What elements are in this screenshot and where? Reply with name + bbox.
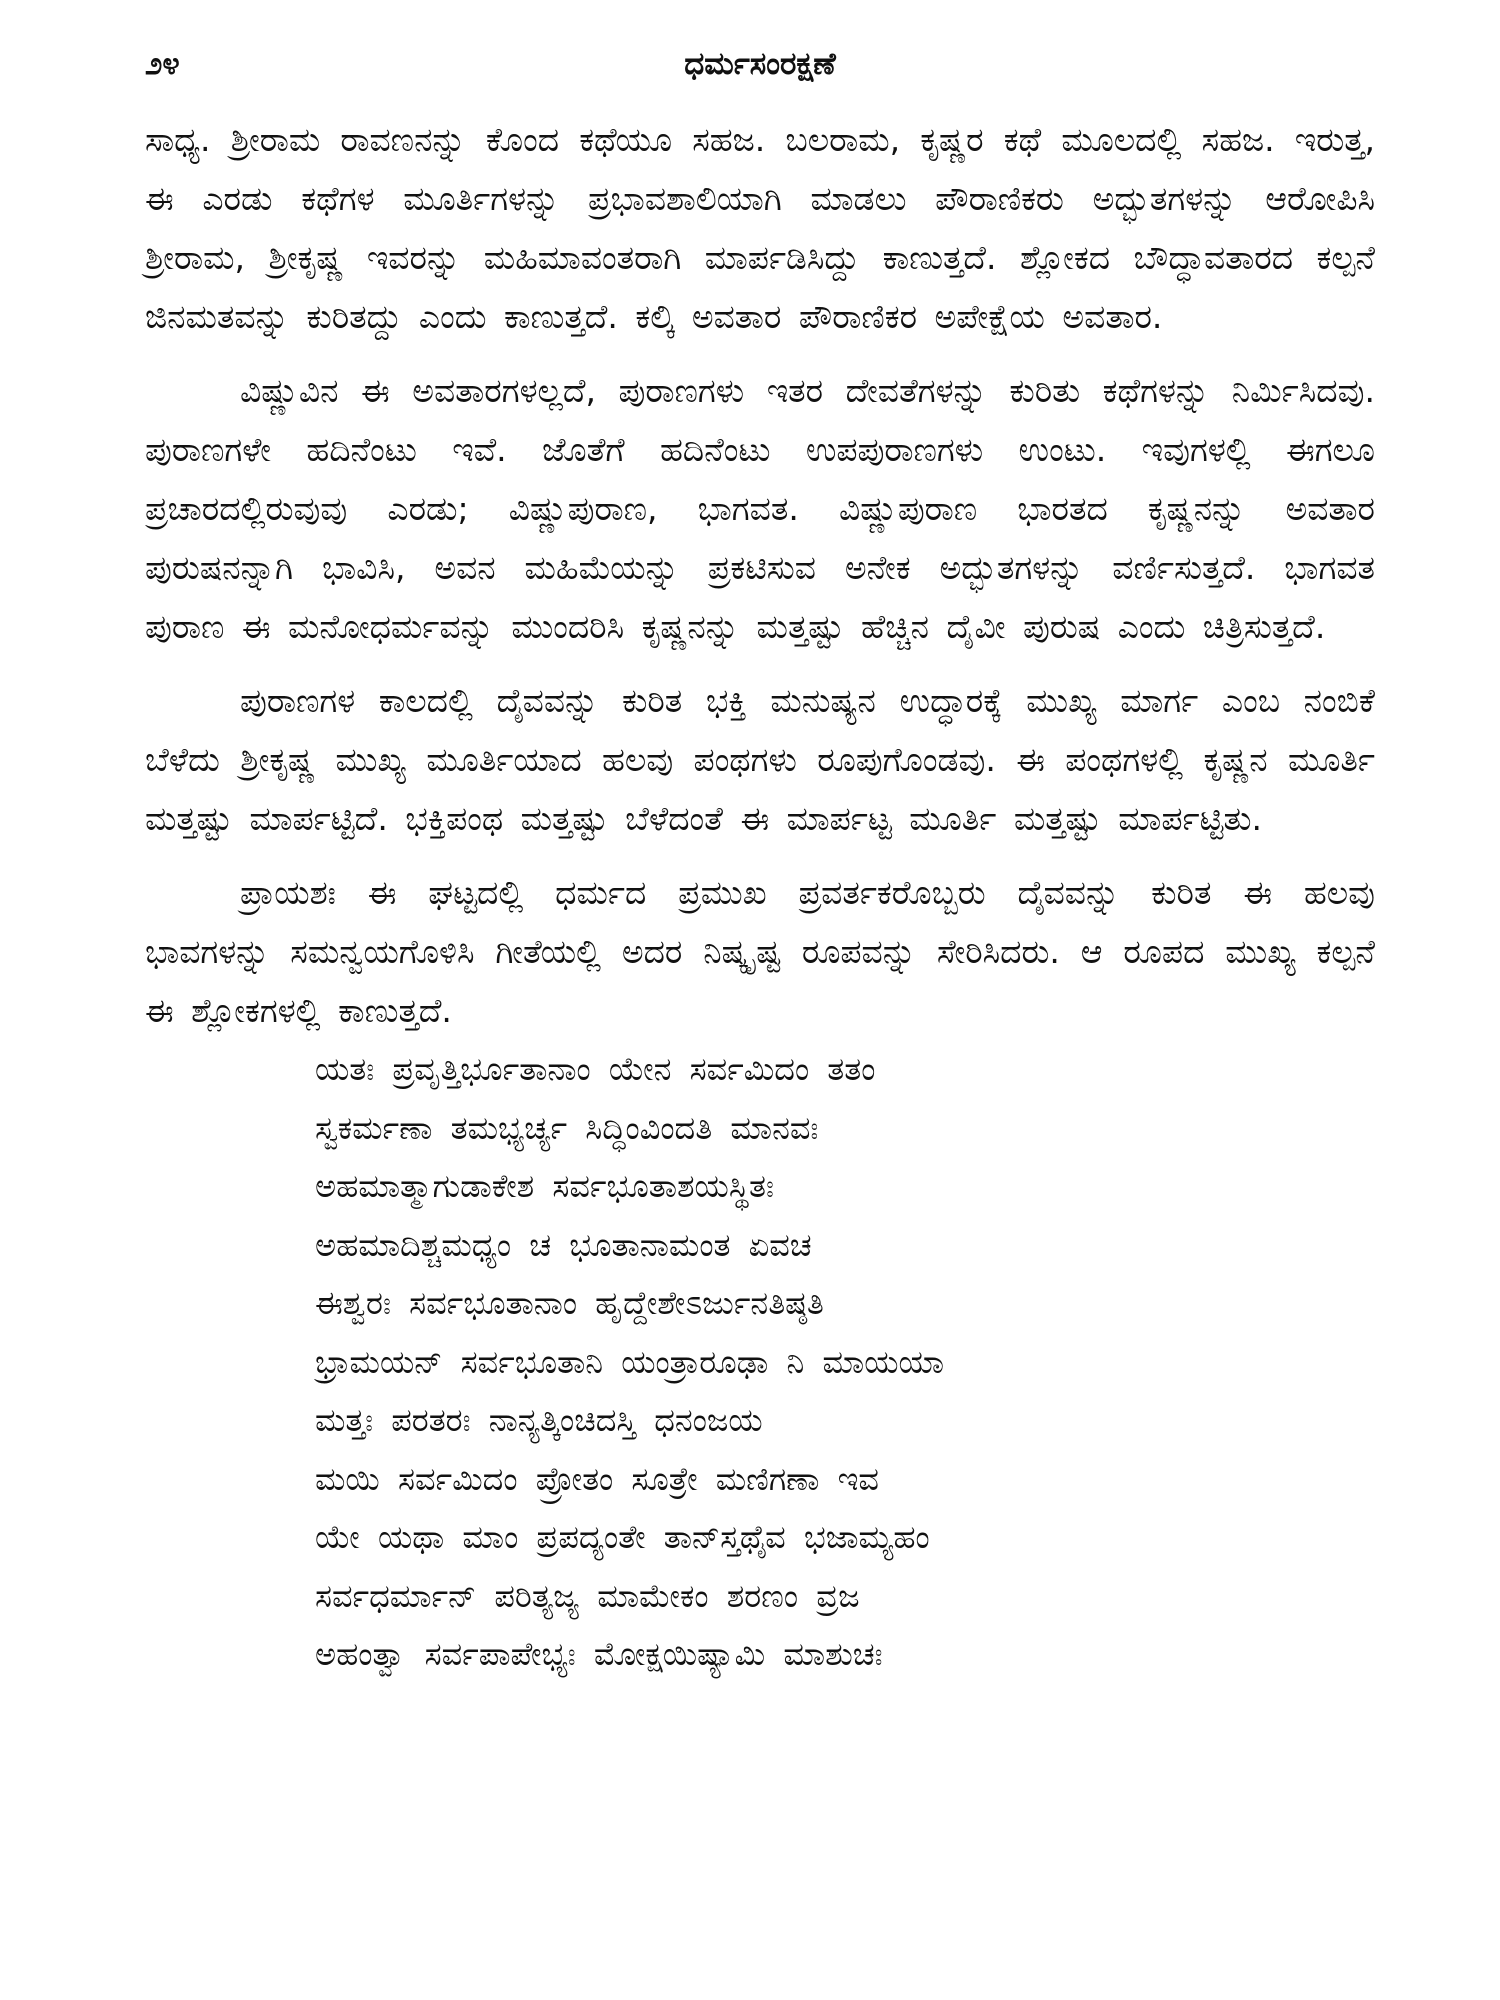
verse-line-3: ಅಹಮಾತ್ಮಾಗುಡಾಕೇಶ ಸರ್ವಭೂತಾಶಯಸ್ಥಿತಃ xyxy=(315,1167,774,1205)
paragraph-gap xyxy=(145,656,1375,671)
verse-line-6: ಭ್ರಾಮಯನ್ ಸರ್ವಭೂತಾನಿ ಯಂತ್ರಾರೂಢಾ ನಿ ಮಾಯಯಾ xyxy=(315,1342,945,1381)
paragraph-2: ವಿಷ್ಣುವಿನ ಈ ಅವತಾರಗಳಲ್ಲದೆ, ಪುರಾಣಗಳು ಇತರ ದೇವತೆಗಳನ್ನು ಕುರಿತು ಕಥೆಗಳನ್ನು ನಿರ್ಮಿಸಿದವು. ಪುರಾಣಗಳೇ ಹದಿನೆಂಟು ಇವೆ. ಜೊತೆಗೆ ಹದಿನೆಂಟು ಉಪಪುರಾಣಗಳು ಉಂಟು. ಇವುಗಳಲ್ಲಿ ಈಗಲೂ ಪ್ರಚಾರದಲ್ಲಿರುವುವು ಎರಡು; ವಿಷ್ಣುಪುರಾಣ, ಭಾಗವತ. ವಿಷ್ಣುಪುರಾಣ ಭಾರತದ ಕೃಷ್ಣನನ್ನು ಅವತಾರ ಪುರುಷನನ್ನಾಗಿ ಭಾವಿಸಿ, ಅವನ ಮಹಿಮೆಯನ್ನು ಪ್ರಕಟಿಸುವ ಅನೇಕ ಅದ್ಭುತಗಳನ್ನು ವರ್ಣಿಸುತ್ತದೆ. ಭಾಗವತ ಪುರಾಣ ಈ ಮನೋಧರ್ಮವನ್ನು ಮುಂದರಿಸಿ ಕೃಷ್ಣನನ್ನು ಮತ್ತಷ್ಟು ಹೆಚ್ಚಿನ ದೈವೀ ಪುರುಷ ಎಂದು ಚಿತ್ರಿಸುತ್ತದೆ. xyxy=(145,371,1375,646)
verse-line-7: ಮತ್ತಃ ಪರತರಃ ನಾನ್ಯತ್ಕಿಂಚಿದಸ್ತಿ ಧನಂಜಯ xyxy=(315,1401,763,1439)
page-number: ೨೪ xyxy=(145,46,180,82)
verse-line-5: ಈಶ್ವರಃ ಸರ್ವಭೂತಾನಾಂ ಹೃದ್ದೇಶೇಽರ್ಜುನತಿಷ್ಠತಿ xyxy=(315,1284,824,1322)
verse-line-11: ಅಹಂತ್ವಾ ಸರ್ವಪಾಪೇಭ್ಯಃ ಮೋಕ್ಷಯಿಷ್ಯಾಮಿ ಮಾಶುಚಃ xyxy=(315,1635,883,1673)
paragraph-4: ಪ್ರಾಯಶಃ ಈ ಘಟ್ಟದಲ್ಲಿ ಧರ್ಮದ ಪ್ರಮುಖ ಪ್ರವರ್ತಕರೊಬ್ಬರು ದೈವವನ್ನು ಕುರಿತ ಈ ಹಲವು ಭಾವಗಳನ್ನು ಸಮನ್ವಯಗೊಳಿಸಿ ಗೀತೆಯಲ್ಲಿ ಅದರ ನಿಷ್ಕೃಷ್ಟ ರೂಪವನ್ನು ಸೇರಿಸಿದರು. ಆ ರೂಪದ ಮುಖ್ಯ ಕಲ್ಪನೆ ಈ ಶ್ಲೋಕಗಳಲ್ಲಿ ಕಾಣುತ್ತದೆ. xyxy=(145,873,1375,1030)
verse-line-9: ಯೇ ಯಥಾ ಮಾಂ ಪ್ರಪದ್ಯಂತೇ ತಾನ್‌ಸ್ತಥೈವ ಭಜಾಮ್ಯಹಂ xyxy=(315,1518,930,1556)
verse-line-8: ಮಯಿ ಸರ್ವಮಿದಂ ಪ್ರೋತಂ ಸೂತ್ರೇ ಮಣಿಗಣಾ ಇವ xyxy=(315,1459,879,1498)
paragraph-gap xyxy=(145,346,1375,361)
paragraph-gap xyxy=(145,848,1375,863)
verse-line-4: ಅಹಮಾದಿಶ್ಚಮಧ್ಯಂ ಚ ಭೂತಾನಾಮಂತ ಏವಚ xyxy=(315,1225,812,1264)
paragraph-3: ಪುರಾಣಗಳ ಕಾಲದಲ್ಲಿ ದೈವವನ್ನು ಕುರಿತ ಭಕ್ತಿ ಮನುಷ್ಯನ ಉದ್ಧಾರಕ್ಕೆ ಮುಖ್ಯ ಮಾರ್ಗ ಎಂಬ ನಂಬಿಕೆ ಬೆಳೆದು ಶ್ರೀಕೃಷ್ಣ ಮುಖ್ಯ ಮೂರ್ತಿಯಾದ ಹಲವು ಪಂಥಗಳು ರೂಪುಗೊಂಡವು. ಈ ಪಂಥಗಳಲ್ಲಿ ಕೃಷ್ಣನ ಮೂರ್ತಿ ಮತ್ತಷ್ಟು ಮಾರ್ಪಟ್ಟಿದೆ. ಭಕ್ತಿಪಂಥ ಮತ್ತಷ್ಟು ಬೆಳೆದಂತೆ ಈ ಮಾರ್ಪಟ್ಟ ಮೂರ್ತಿ ಮತ್ತಷ್ಟು ಮಾರ್ಪಟ್ಟಿತು. xyxy=(145,681,1375,838)
verse-line-1: ಯತಃ ಪ್ರವೃತ್ತಿರ್ಭೂತಾನಾಂ ಯೇನ ಸರ್ವಮಿದಂ ತತಂ xyxy=(315,1050,876,1088)
paragraph-1: ಸಾಧ್ಯ. ಶ್ರೀರಾಮ ರಾವಣನನ್ನು ಕೊಂದ ಕಥೆಯೂ ಸಹಜ. ಬಲರಾಮ, ಕೃಷ್ಣರ ಕಥೆ ಮೂಲದಲ್ಲಿ ಸಹಜ. ಇರುತ್ತ, ಈ ಎರಡು ಕಥೆಗಳ ಮೂರ್ತಿಗಳನ್ನು ಪ್ರಭಾವಶಾಲಿಯಾಗಿ ಮಾಡಲು ಪೌರಾಣಿಕರು ಅದ್ಭುತಗಳನ್ನು ಆರೋಪಿಸಿ ಶ್ರೀರಾಮ, ಶ್ರೀಕೃಷ್ಣ ಇವರನ್ನು ಮಹಿಮಾವಂತರಾಗಿ ಮಾರ್ಪಡಿಸಿದ್ದು ಕಾಣುತ್ತದೆ. ಶ್ಲೋಕದ ಬೌದ್ಧಾವತಾರದ ಕಲ್ಪನೆ ಜಿನಮತವನ್ನು ಕುರಿತದ್ದು ಎಂದು ಕಾಣುತ್ತದೆ. ಕಲ್ಕಿ ಅವತಾರ ಪೌರಾಣಿಕರ ಅಪೇಕ್ಷೆಯ ಅವತಾರ. xyxy=(145,120,1375,336)
page-header xyxy=(145,40,1375,88)
running-title: ಧರ್ಮಸಂರಕ್ಷಣೆ xyxy=(684,46,836,82)
verse-block xyxy=(315,1040,1375,1684)
verse-line-2: ಸ್ವಕರ್ಮಣಾ ತಮಭ್ಯರ್ಚ್ಯ ಸಿದ್ಧಿಂವಿಂದತಿ ಮಾನವಃ xyxy=(315,1108,819,1147)
book-page xyxy=(145,40,1375,1970)
verse-line-10: ಸರ್ವಧರ್ಮಾನ್ ಪರಿತ್ಯಜ್ಯ ಮಾಮೇಕಂ ಶರಣಂ ವ್ರಜ xyxy=(315,1576,860,1615)
